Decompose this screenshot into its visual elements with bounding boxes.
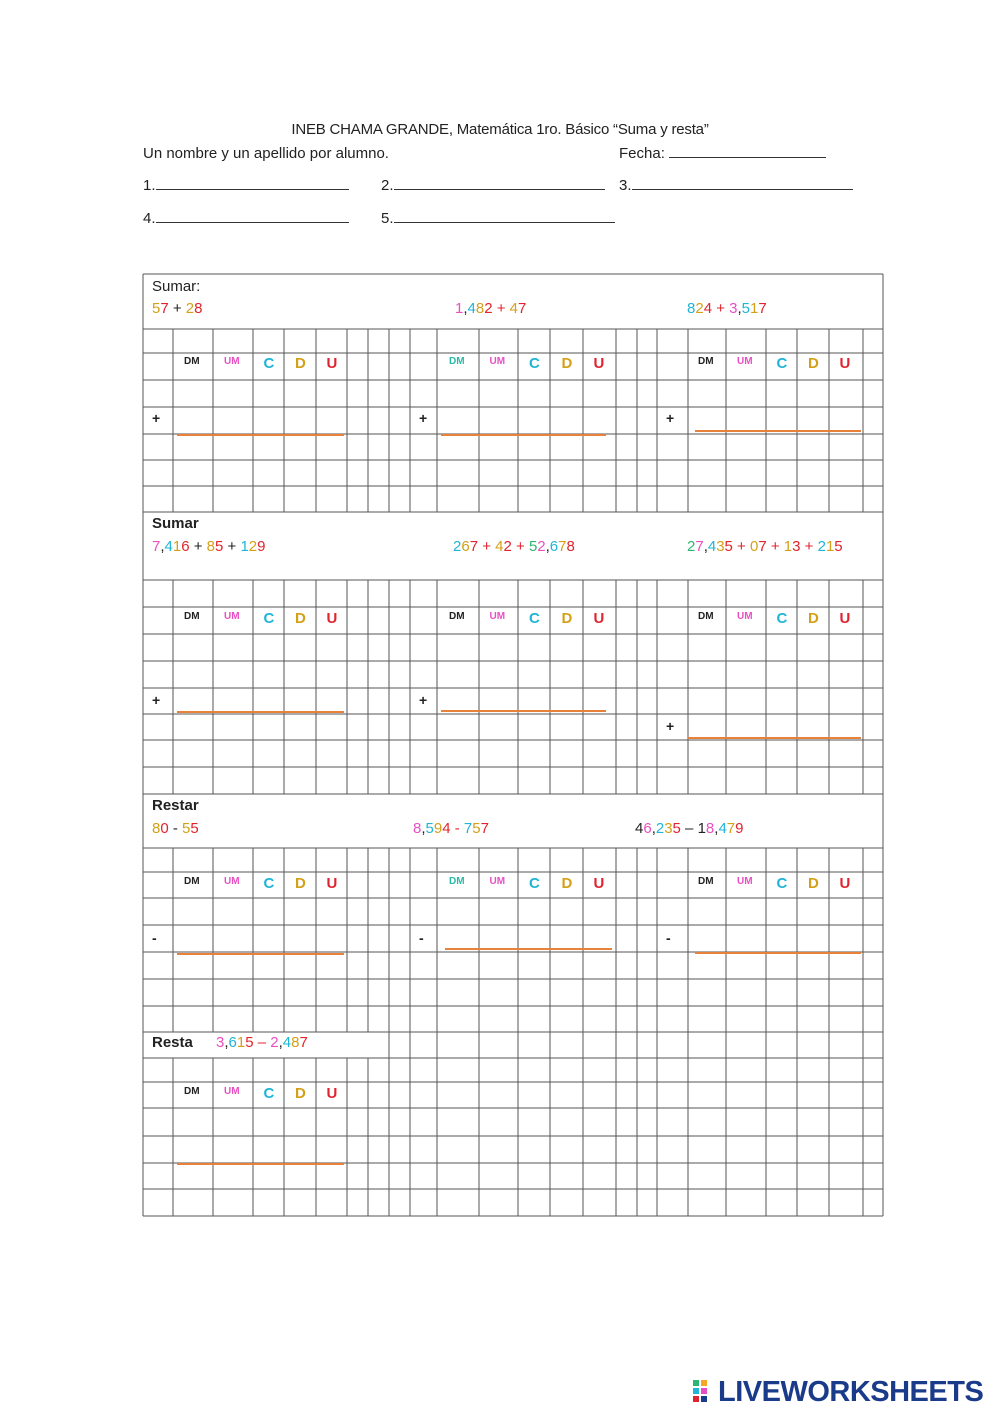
problem-token: 7 (758, 538, 767, 555)
problem-token: , (463, 300, 468, 317)
date-label: Fecha: (619, 145, 665, 162)
column-header-c: C (529, 875, 540, 892)
column-header-d: D (808, 355, 819, 372)
problem-token: – (680, 820, 698, 837)
problem-token: 7 (726, 820, 736, 837)
section-3-label: Restar (152, 797, 199, 814)
problem-token: 1 (783, 538, 793, 555)
instruction-text: Un nombre y un apellido por alumno. (143, 145, 389, 162)
answer-underline (177, 434, 344, 436)
answer-underline (688, 737, 861, 739)
problem-token: 8 (413, 820, 422, 837)
answer-underline (177, 953, 344, 955)
problem-token: 2 (484, 300, 493, 317)
column-header-um: UM (224, 356, 240, 367)
operator-sign: - (419, 930, 424, 946)
problem-token: + (732, 538, 750, 555)
problem-token: 8 (206, 538, 215, 555)
column-header-u: U (326, 610, 338, 627)
section-1-label: Sumar: (152, 278, 201, 295)
problem-3-3 (635, 820, 743, 837)
column-header-dm: DM (184, 611, 200, 622)
problem-token: 8 (687, 300, 696, 317)
problem-token: 4 (703, 300, 713, 317)
problem-token: 5 (724, 538, 733, 555)
column-header-c: C (776, 610, 788, 627)
problem-token: 4 (164, 538, 173, 555)
problem-token: 7 (463, 820, 473, 837)
problem-token: 9 (735, 820, 744, 837)
problem-token: , (278, 1034, 283, 1051)
liveworksheets-logo-icon (693, 1380, 715, 1402)
problem-token: 4 (707, 538, 717, 555)
problem-token: 5 (528, 538, 538, 555)
problem-token: - (450, 820, 464, 837)
column-header-c: C (776, 355, 788, 372)
answer-underline (177, 711, 344, 713)
problem-token: 9 (257, 538, 266, 555)
column-header-u: U (326, 1085, 338, 1102)
column-header-dm: DM (184, 356, 200, 367)
problem-token: 2 (453, 538, 462, 555)
problem-token: + (766, 538, 784, 555)
problem-token: 1 (697, 820, 706, 837)
problem-token: 3 (664, 820, 673, 837)
problem-token: 1 (750, 300, 759, 317)
operator-sign: + (152, 692, 161, 708)
column-header-u: U (593, 355, 605, 372)
problem-token: 5 (215, 538, 224, 555)
column-header-c: C (529, 355, 540, 372)
column-header-u: U (839, 875, 851, 892)
column-header-u: U (593, 610, 605, 627)
problem-token: 0 (750, 538, 759, 555)
student-2-label: 2. (381, 177, 394, 194)
problem-token: 4 (467, 300, 476, 317)
operator-sign: + (666, 410, 675, 426)
problem-token: 7 (695, 538, 704, 555)
problem-token: 2 (503, 538, 512, 555)
problem-token: 1 (240, 538, 249, 555)
problem-token: 1 (172, 538, 182, 555)
problem-token: 2 (655, 820, 665, 837)
column-header-c: C (263, 1085, 275, 1102)
problem-token: 4 (442, 820, 451, 837)
problem-token: 6 (461, 538, 470, 555)
problem-token: 8 (152, 820, 161, 837)
problem-3-1 (152, 820, 199, 837)
problem-token: 2 (537, 538, 546, 555)
problem-2-2 (453, 538, 575, 555)
problem-token: 6 (549, 538, 559, 555)
problem-token: 4 (282, 1034, 292, 1051)
column-header-c: C (263, 610, 275, 627)
column-header-u: U (839, 355, 851, 372)
column-header-um: UM (737, 356, 753, 367)
problem-token: + (478, 538, 496, 555)
column-header-um: UM (737, 611, 753, 622)
column-header-d: D (561, 610, 573, 627)
column-header-um: UM (489, 356, 506, 367)
column-header-dm: DM (698, 876, 714, 887)
problem-token: 2 (185, 300, 195, 317)
answer-underline (695, 430, 861, 432)
problem-token: 1 (455, 300, 464, 317)
student-5-label: 5. (381, 210, 394, 227)
liveworksheets-brand: LIVEWORKSHEETS (718, 1376, 984, 1408)
problem-1-3 (687, 300, 767, 317)
problem-token: , (714, 820, 719, 837)
problem-token: + (800, 538, 818, 555)
problem-token: , (703, 538, 708, 555)
student-1-label: 1. (143, 177, 156, 194)
answer-underline (441, 434, 606, 436)
problem-token: 5 (245, 1034, 254, 1051)
problem-3-2 (413, 820, 489, 837)
problem-token: 7 (160, 300, 169, 317)
problem-token: 2 (695, 300, 704, 317)
problem-token: , (737, 300, 742, 317)
answer-underline (695, 952, 861, 954)
problem-token: , (160, 538, 165, 555)
problem-token: - (168, 820, 183, 837)
column-header-um: UM (224, 1086, 240, 1097)
column-header-um: UM (224, 876, 240, 887)
problem-token: 4 (718, 820, 727, 837)
problem-token: 8 (194, 300, 203, 317)
problem-token: 4 (635, 820, 644, 837)
answer-underline (445, 948, 612, 950)
column-header-d: D (295, 875, 306, 892)
column-header-c: C (263, 355, 275, 372)
operator-sign: + (152, 410, 161, 426)
operator-sign: + (666, 718, 675, 734)
problem-token: 7 (469, 538, 479, 555)
problem-token: + (223, 538, 241, 555)
column-header-d: D (295, 610, 306, 627)
problem-token: , (651, 820, 656, 837)
problem-token: 8 (291, 1034, 300, 1051)
answer-underline (177, 1163, 344, 1165)
problem-token: – (253, 1034, 271, 1051)
column-header-dm: DM (449, 356, 465, 367)
problem-token: 1 (825, 538, 835, 555)
column-header-d: D (808, 875, 819, 892)
column-header-d: D (561, 875, 573, 892)
problem-2-3 (687, 538, 843, 555)
column-header-dm: DM (698, 611, 714, 622)
problem-token: 3 (716, 538, 725, 555)
answer-underline (441, 710, 606, 712)
column-header-d: D (295, 1085, 306, 1102)
problem-token: 7 (558, 538, 567, 555)
problem-4-1 (216, 1034, 308, 1051)
column-header-u: U (839, 610, 851, 627)
problem-token: 7 (299, 1034, 308, 1051)
problem-token: 4 (509, 300, 518, 317)
column-header-u: U (326, 355, 338, 372)
problem-token: + (189, 538, 207, 555)
column-header-c: C (776, 875, 788, 892)
problem-token: , (545, 538, 550, 555)
student-3-label: 3. (619, 177, 632, 194)
column-header-d: D (561, 355, 573, 372)
problem-token: 3 (792, 538, 801, 555)
problem-token: 4 (495, 538, 504, 555)
column-header-dm: DM (698, 356, 714, 367)
column-header-d: D (808, 610, 819, 627)
column-header-um: UM (737, 876, 753, 887)
column-header-dm: DM (449, 876, 465, 887)
operator-sign: + (419, 410, 428, 426)
problem-token: + (168, 300, 186, 317)
column-header-d: D (295, 355, 306, 372)
problem-token: 3 (216, 1034, 225, 1051)
problem-1-2 (455, 300, 526, 317)
problem-token: 5 (741, 300, 750, 317)
problem-token: 5 (834, 538, 843, 555)
worksheet-title: INEB CHAMA GRANDE, Matemática 1ro. Básico “Suma y resta” (291, 121, 709, 138)
problem-token: 0 (160, 820, 169, 837)
operator-sign: - (666, 930, 671, 946)
column-header-c: C (529, 610, 540, 627)
problem-token: 6 (643, 820, 652, 837)
problem-token: 2 (248, 538, 258, 555)
problem-token: 5 (152, 300, 161, 317)
column-header-um: UM (224, 611, 240, 622)
column-header-dm: DM (184, 1086, 200, 1097)
operator-sign: + (419, 692, 428, 708)
problem-token: 6 (181, 538, 190, 555)
problem-token: 5 (190, 820, 199, 837)
problem-token: + (492, 300, 510, 317)
student-4-label: 4. (143, 210, 156, 227)
problem-token: 5 (672, 820, 681, 837)
problem-token: 7 (152, 538, 161, 555)
column-header-u: U (593, 875, 605, 892)
problem-token: 2 (270, 1034, 279, 1051)
problem-token: 2 (687, 538, 696, 555)
problem-token: 8 (566, 538, 575, 555)
problem-1-1 (152, 300, 202, 317)
section-4-label: Resta (152, 1034, 193, 1051)
problem-token: 2 (817, 538, 826, 555)
problem-token: 7 (518, 300, 527, 317)
column-header-u: U (326, 875, 338, 892)
problem-token: , (224, 1034, 229, 1051)
column-header-c: C (263, 875, 275, 892)
problem-token: 5 (472, 820, 481, 837)
problem-token: 1 (236, 1034, 246, 1051)
operator-sign: - (152, 930, 157, 946)
problem-token: 8 (475, 300, 485, 317)
problem-token: 9 (433, 820, 443, 837)
problem-token: , (421, 820, 426, 837)
problem-token: + (712, 300, 730, 317)
problem-token: 7 (480, 820, 489, 837)
column-header-dm: DM (449, 611, 465, 622)
problem-token: 5 (425, 820, 434, 837)
problem-token: 3 (729, 300, 738, 317)
problem-token: 7 (758, 300, 767, 317)
problem-token: + (511, 538, 529, 555)
column-header-um: UM (489, 611, 506, 622)
problem-2-1 (152, 538, 265, 555)
problem-token: 5 (182, 820, 191, 837)
column-header-um: UM (489, 876, 506, 887)
section-2-label: Sumar (152, 515, 199, 532)
problem-token: 8 (705, 820, 715, 837)
problem-token: 6 (228, 1034, 237, 1051)
column-header-dm: DM (184, 876, 200, 887)
